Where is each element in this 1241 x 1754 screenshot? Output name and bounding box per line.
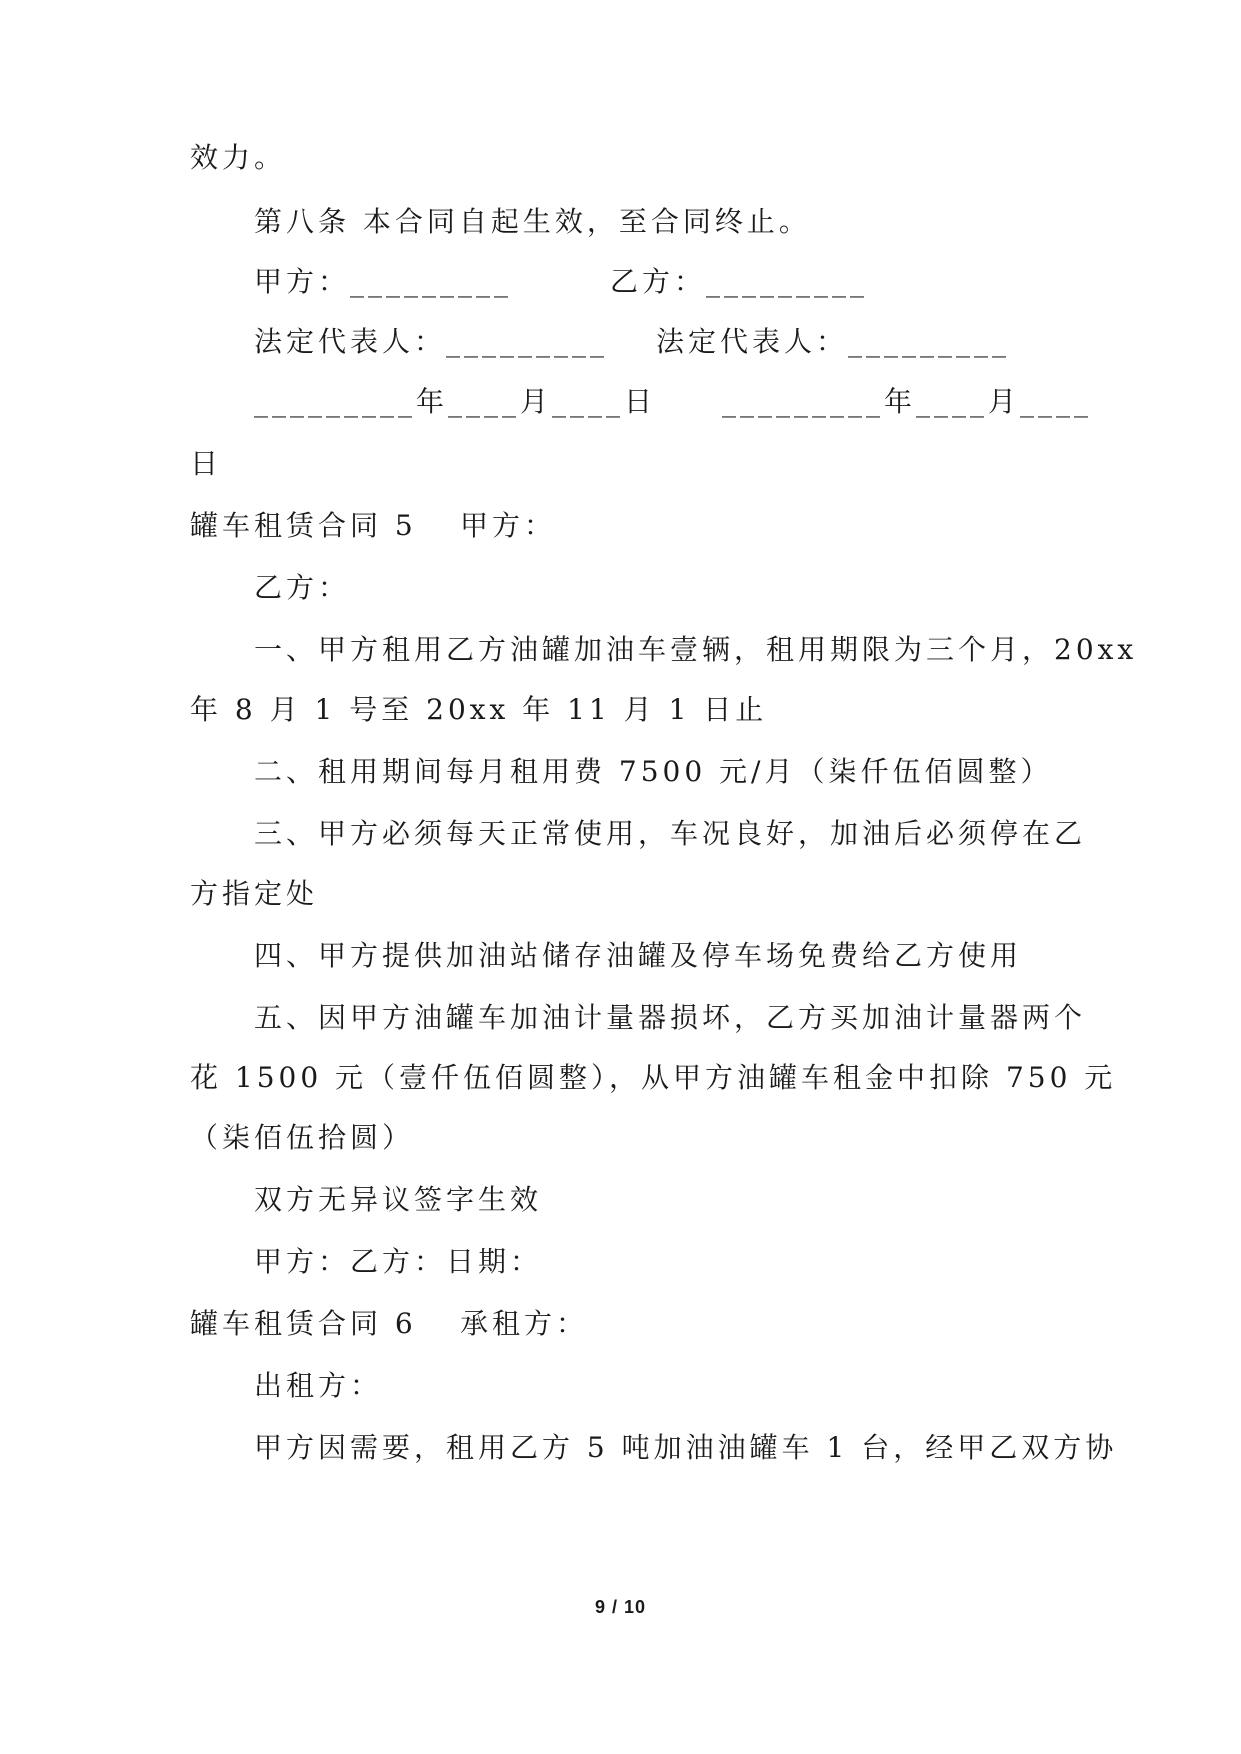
paragraph-line: 甲方：乙方：日期： <box>254 1245 543 1278</box>
paragraph-line: 二、租用期间每月租用费 7500 元/月（柒仟伍佰圆整） <box>254 755 1053 788</box>
paragraph-line: 花 1500 元（壹仟伍佰圆整），从甲方油罐车租金中扣除 750 元 <box>190 1061 1117 1094</box>
signature-party-b: 乙方：_________ <box>610 265 869 298</box>
paragraph-line: 一、甲方租用乙方油罐加油车壹辆，租用期限为三个月，20xx <box>254 633 1138 666</box>
contract-6-party: 承租方： <box>460 1307 589 1340</box>
page-number: 9 / 10 <box>594 1597 647 1617</box>
paragraph-line: 年 8 月 1 号至 20xx 年 11 月 1 日止 <box>190 693 768 726</box>
signature-rep-a: 法定代表人：_________ <box>254 325 609 358</box>
contract-5-title: 罐车租赁合同 5 <box>190 509 417 542</box>
contract-6-title: 罐车租赁合同 6 <box>190 1307 417 1340</box>
paragraph-line: 甲方因需要，租用乙方 5 吨加油油罐车 1 台，经甲乙双方协 <box>254 1431 1118 1464</box>
contract-6-heading <box>190 1304 1050 1344</box>
signature-date-b: _________年____月____ <box>722 385 1093 418</box>
paragraph-line: 双方无异议签字生效 <box>254 1183 543 1216</box>
paragraph-line: 五、因甲方油罐车加油计量器损坏，乙方买加油计量器两个 <box>254 1001 1087 1034</box>
paragraph-line: （柒佰伍拾圆） <box>190 1121 415 1154</box>
contract-5-party: 甲方： <box>460 509 557 542</box>
contract-5-heading <box>190 506 1050 546</box>
paragraph-line: 乙方： <box>254 571 351 604</box>
signature-date-a: _________年____月____日 <box>254 385 657 418</box>
paragraph-line: 出租方： <box>254 1369 383 1402</box>
paragraph-line: 方指定处 <box>190 877 319 910</box>
paragraph-line: 效力。 <box>190 141 287 174</box>
signature-party-a: 甲方：_________ <box>254 265 513 298</box>
signature-rep-b: 法定代表人：_________ <box>656 325 1011 358</box>
paragraph-line: 四、甲方提供加油站储存油罐及停车场免费给乙方使用 <box>254 939 1023 972</box>
article-eight: 第八条 本合同自起生效，至合同终止。 <box>254 205 811 238</box>
paragraph-line: 日 <box>190 447 223 480</box>
paragraph-line: 三、甲方必须每天正常使用，车况良好，加油后必须停在乙 <box>254 817 1087 850</box>
